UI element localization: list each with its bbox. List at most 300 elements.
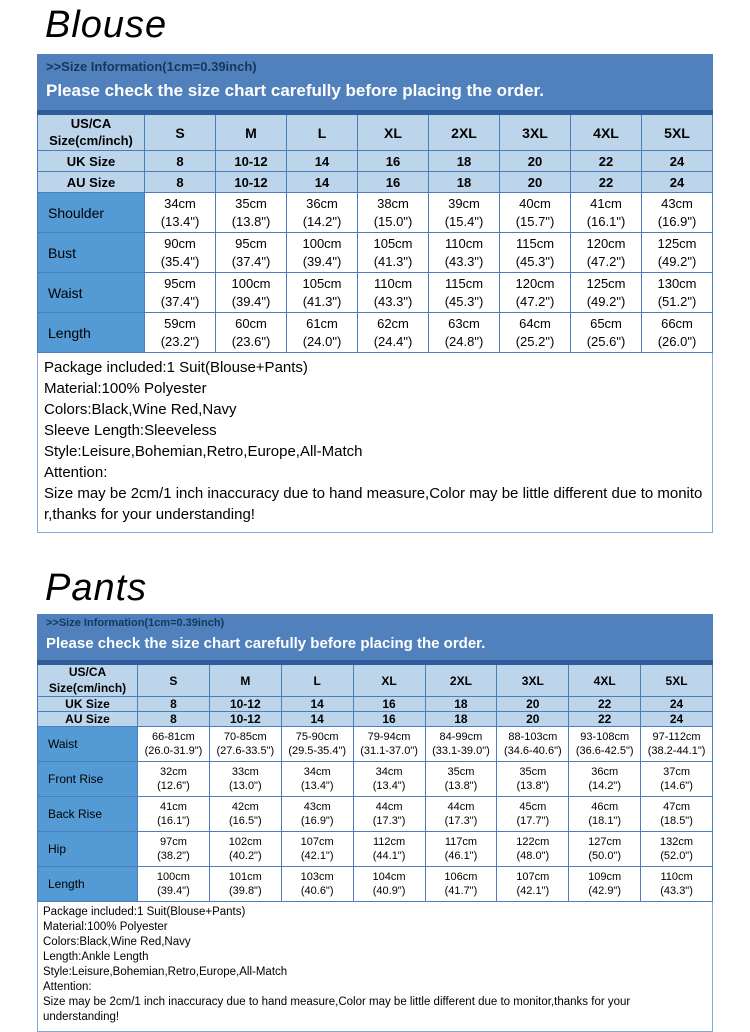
measure-inch-value: (43.3") bbox=[660, 885, 693, 898]
measure-cell bbox=[138, 762, 210, 797]
measure-cell bbox=[353, 832, 425, 867]
measure-inch-value: (39.8") bbox=[228, 885, 262, 898]
measure-cm-value: 47cm bbox=[663, 800, 691, 813]
standard-size-row bbox=[38, 712, 713, 727]
measure-inch-value: (31.1-37.0") bbox=[360, 745, 418, 758]
pants-measure-rows bbox=[38, 727, 713, 902]
blouse-size-table bbox=[37, 110, 713, 353]
measure-cm-value: 100cm bbox=[302, 235, 342, 251]
measure-cell bbox=[500, 273, 571, 313]
measure-cell bbox=[138, 797, 210, 832]
measure-cm-value: 107cm bbox=[516, 870, 550, 883]
measure-inch-value: (46.1") bbox=[444, 850, 478, 863]
measure-cell bbox=[138, 832, 210, 867]
info-line: Colors:Black,Wine Red,Navy bbox=[43, 936, 191, 949]
measure-cell bbox=[569, 727, 641, 762]
standard-size-value: 14 bbox=[281, 712, 353, 727]
standard-size-label: UK Size bbox=[38, 151, 145, 172]
standard-size-value: 20 bbox=[497, 712, 569, 727]
measure-cm-value: 36cm bbox=[591, 765, 619, 778]
standard-size-value: 24 bbox=[642, 172, 713, 193]
pants-size-info-heading: >>Size Information(1cm=0.39inch) bbox=[46, 617, 225, 629]
measure-inch-value: (25.6") bbox=[586, 333, 626, 349]
info-line: Colors:Black,Wine Red,Navy bbox=[44, 401, 237, 418]
measure-cell bbox=[216, 193, 287, 233]
measure-cm-value: 107cm bbox=[300, 835, 334, 848]
measure-inch-value: (17.3") bbox=[444, 815, 478, 828]
measure-cell bbox=[216, 273, 287, 313]
standard-size-value: 8 bbox=[138, 712, 210, 727]
blouse-corner-header bbox=[38, 113, 145, 151]
standard-size-value: 22 bbox=[571, 151, 642, 172]
measure-cm-value: 93-108cm bbox=[580, 730, 630, 743]
measure-cm-value: 64cm bbox=[519, 315, 551, 331]
measure-inch-value: (13.0") bbox=[228, 780, 262, 793]
size-header-cell: 3XL bbox=[497, 663, 569, 697]
measure-inch-value: (29.5-35.4") bbox=[288, 745, 347, 758]
measure-inch-value: (16.9") bbox=[657, 213, 697, 229]
standard-size-value: 24 bbox=[641, 697, 713, 712]
measure-inch-value: (14.2") bbox=[588, 780, 621, 793]
size-header-cell: 4XL bbox=[571, 113, 642, 151]
measure-label: Waist bbox=[38, 727, 138, 762]
measure-inch-value: (35.4") bbox=[160, 253, 200, 269]
standard-size-value: 18 bbox=[425, 712, 497, 727]
info-line: Size may be 2cm/1 inch inaccuracy due to hand measure,Color may be little different due to monitor,thanks for your understanding! bbox=[43, 996, 631, 1024]
standard-size-value: 22 bbox=[569, 697, 641, 712]
standard-size-value: 8 bbox=[145, 172, 216, 193]
measure-inch-value: (52.0") bbox=[660, 850, 693, 863]
measure-label: Length bbox=[38, 313, 145, 353]
measure-cell bbox=[429, 313, 500, 353]
corner-header-line1: US/CA bbox=[68, 665, 107, 679]
measure-inch-value: (51.2") bbox=[657, 293, 697, 309]
measure-row bbox=[38, 867, 713, 902]
measure-cell bbox=[497, 727, 569, 762]
measure-cell bbox=[287, 313, 358, 353]
measure-cm-value: 90cm bbox=[164, 235, 196, 251]
measure-cm-value: 100cm bbox=[156, 870, 190, 883]
measure-cm-value: 112cm bbox=[372, 835, 406, 848]
measure-cm-value: 63cm bbox=[448, 315, 480, 331]
measure-cm-value: 38cm bbox=[377, 195, 409, 211]
measure-cm-value: 42cm bbox=[231, 800, 259, 813]
measure-inch-value: (45.3") bbox=[444, 293, 484, 309]
standard-size-value: 16 bbox=[353, 697, 425, 712]
measure-inch-value: (45.3") bbox=[515, 253, 555, 269]
measure-cell bbox=[642, 313, 713, 353]
measure-cm-value: 102cm bbox=[228, 835, 262, 848]
measure-cm-value: 46cm bbox=[591, 800, 619, 813]
measure-cell bbox=[216, 313, 287, 353]
measure-inch-value: (47.2") bbox=[586, 253, 626, 269]
blouse-size-chart-notice: Please check the size chart carefully before placing the order. bbox=[46, 81, 544, 100]
standard-size-value: 24 bbox=[642, 151, 713, 172]
measure-cm-value: 40cm bbox=[519, 195, 551, 211]
measure-inch-value: (16.9") bbox=[300, 815, 334, 828]
measure-cell bbox=[358, 233, 429, 273]
measure-cm-value: 95cm bbox=[235, 235, 267, 251]
standard-size-value: 20 bbox=[497, 697, 569, 712]
measure-cell bbox=[138, 727, 210, 762]
measure-inch-value: (42.1") bbox=[300, 850, 334, 863]
blouse-title: Blouse bbox=[45, 4, 168, 46]
standard-size-row bbox=[38, 172, 713, 193]
measure-cell bbox=[281, 762, 353, 797]
measure-cm-value: 109cm bbox=[588, 870, 622, 883]
measure-inch-value: (38.2-44.1") bbox=[647, 745, 706, 758]
pants-size-header-row bbox=[38, 663, 713, 697]
measure-cell bbox=[569, 832, 641, 867]
measure-inch-value: (24.4") bbox=[373, 333, 413, 349]
measure-cell bbox=[353, 797, 425, 832]
measure-inch-value: (38.2") bbox=[157, 850, 190, 863]
measure-inch-value: (48.0") bbox=[516, 850, 550, 863]
standard-size-value: 18 bbox=[429, 151, 500, 172]
measure-cm-value: 106cm bbox=[444, 870, 478, 883]
size-header-cell: XL bbox=[358, 113, 429, 151]
measure-inch-value: (27.6-33.5") bbox=[216, 745, 275, 758]
measure-cell bbox=[571, 233, 642, 273]
measure-inch-value: (39.4") bbox=[302, 253, 342, 269]
standard-size-value: 10-12 bbox=[209, 712, 281, 727]
measure-inch-value: (16.5") bbox=[228, 815, 262, 828]
measure-inch-value: (17.7") bbox=[516, 815, 550, 828]
measure-cell bbox=[425, 762, 497, 797]
measure-inch-value: (44.1") bbox=[372, 850, 406, 863]
measure-cm-value: 34cm bbox=[303, 765, 331, 778]
blouse-size-info-banner bbox=[37, 54, 713, 110]
measure-cell bbox=[497, 832, 569, 867]
measure-cm-value: 35cm bbox=[519, 765, 547, 778]
measure-cell bbox=[358, 313, 429, 353]
measure-inch-value: (12.6") bbox=[157, 780, 190, 793]
measure-label: Front Rise bbox=[38, 762, 138, 797]
measure-inch-value: (13.8") bbox=[231, 213, 271, 229]
pants-size-info-banner bbox=[37, 614, 713, 660]
measure-inch-value: (42.1") bbox=[516, 885, 550, 898]
pants-size-table bbox=[37, 660, 713, 902]
measure-cell bbox=[145, 233, 216, 273]
measure-cm-value: 100cm bbox=[231, 275, 271, 291]
measure-cm-value: 130cm bbox=[657, 275, 697, 291]
size-header-cell: 4XL bbox=[569, 663, 641, 697]
blouse-size-info-heading: >>Size Information(1cm=0.39inch) bbox=[46, 59, 257, 74]
measure-inch-value: (14.6") bbox=[660, 780, 693, 793]
measure-cm-value: 101cm bbox=[228, 870, 262, 883]
measure-row bbox=[38, 233, 713, 273]
measure-inch-value: (24.0") bbox=[302, 333, 342, 349]
measure-cm-value: 88-103cm bbox=[508, 730, 558, 743]
measure-cell bbox=[358, 193, 429, 233]
corner-header-line2: Size(cm/inch) bbox=[49, 132, 133, 148]
size-header-cell: S bbox=[145, 113, 216, 151]
measure-cell bbox=[209, 832, 281, 867]
measure-cm-value: 59cm bbox=[164, 315, 196, 331]
measure-inch-value: (49.2") bbox=[657, 253, 697, 269]
info-line: Style:Leisure,Bohemian,Retro,Europe,All-Match bbox=[44, 443, 363, 460]
measure-cell bbox=[209, 867, 281, 902]
pants-section bbox=[37, 563, 713, 1032]
measure-cell bbox=[641, 867, 713, 902]
info-line: Sleeve Length:Sleeveless bbox=[44, 422, 217, 439]
standard-size-row bbox=[38, 151, 713, 172]
measure-cell bbox=[500, 233, 571, 273]
measure-cm-value: 120cm bbox=[515, 275, 555, 291]
measure-cm-value: 43cm bbox=[661, 195, 693, 211]
measure-inch-value: (26.0-31.9") bbox=[144, 745, 203, 758]
measure-row bbox=[38, 727, 713, 762]
measure-label: Bust bbox=[38, 233, 145, 273]
standard-size-value: 10-12 bbox=[216, 172, 287, 193]
measure-cm-value: 33cm bbox=[231, 765, 259, 778]
measure-cell bbox=[642, 233, 713, 273]
measure-inch-value: (40.9") bbox=[372, 885, 406, 898]
measure-cell bbox=[497, 867, 569, 902]
size-header-cell: L bbox=[281, 663, 353, 697]
measure-inch-value: (43.3") bbox=[444, 253, 484, 269]
measure-cell bbox=[145, 193, 216, 233]
measure-inch-value: (13.8") bbox=[516, 780, 550, 793]
measure-cell bbox=[500, 313, 571, 353]
measure-cm-value: 103cm bbox=[300, 870, 334, 883]
size-header-cell: 3XL bbox=[500, 113, 571, 151]
measure-cell bbox=[642, 193, 713, 233]
info-line: Material:100% Polyester bbox=[43, 921, 168, 934]
measure-cell bbox=[500, 193, 571, 233]
blouse-measure-rows bbox=[38, 193, 713, 353]
pants-standard-size-rows bbox=[38, 697, 713, 727]
measure-cell bbox=[287, 233, 358, 273]
measure-cm-value: 132cm bbox=[660, 835, 694, 848]
measure-row bbox=[38, 193, 713, 233]
info-line: Attention: bbox=[44, 464, 108, 481]
measure-row bbox=[38, 762, 713, 797]
measure-inch-value: (24.8") bbox=[444, 333, 484, 349]
info-line: Material:100% Polyester bbox=[44, 380, 207, 397]
measure-label: Waist bbox=[38, 273, 145, 313]
measure-cm-value: 35cm bbox=[447, 765, 475, 778]
measure-cm-value: 43cm bbox=[303, 800, 331, 813]
measure-cm-value: 110cm bbox=[444, 235, 484, 251]
measure-cm-value: 125cm bbox=[586, 275, 626, 291]
measure-inch-value: (18.1") bbox=[588, 815, 621, 828]
pants-size-chart-notice: Please check the size chart carefully before placing the order. bbox=[46, 635, 486, 652]
measure-cm-value: 44cm bbox=[375, 800, 403, 813]
size-header-cell: S bbox=[138, 663, 210, 697]
measure-cell bbox=[209, 762, 281, 797]
measure-cm-value: 35cm bbox=[235, 195, 267, 211]
measure-inch-value: (47.2") bbox=[515, 293, 555, 309]
blouse-size-header-row bbox=[38, 113, 713, 151]
measure-inch-value: (40.2") bbox=[228, 850, 262, 863]
blouse-info-box bbox=[37, 353, 713, 533]
measure-cm-value: 65cm bbox=[590, 315, 622, 331]
measure-cm-value: 105cm bbox=[373, 235, 413, 251]
measure-cm-value: 36cm bbox=[306, 195, 338, 211]
measure-cm-value: 97cm bbox=[159, 835, 187, 848]
measure-inch-value: (13.4") bbox=[160, 213, 200, 229]
measure-cell bbox=[425, 727, 497, 762]
standard-size-value: 10-12 bbox=[209, 697, 281, 712]
measure-inch-value: (34.6-40.6") bbox=[503, 745, 562, 758]
pants-info-box bbox=[37, 902, 713, 1032]
blouse-standard-size-rows bbox=[38, 151, 713, 193]
corner-header-line1: US/CA bbox=[70, 115, 112, 131]
measure-cell bbox=[497, 762, 569, 797]
measure-cell bbox=[429, 273, 500, 313]
measure-cell bbox=[358, 273, 429, 313]
info-line: Package included:1 Suit(Blouse+Pants) bbox=[43, 906, 246, 919]
standard-size-value: 22 bbox=[569, 712, 641, 727]
measure-cell bbox=[281, 867, 353, 902]
size-header-cell: 5XL bbox=[642, 113, 713, 151]
info-line: Package included:1 Suit(Blouse+Pants) bbox=[44, 359, 308, 376]
measure-inch-value: (39.4") bbox=[231, 293, 271, 309]
measure-cm-value: 117cm bbox=[444, 835, 478, 848]
standard-size-value: 24 bbox=[641, 712, 713, 727]
measure-row bbox=[38, 832, 713, 867]
standard-size-label: UK Size bbox=[38, 697, 138, 712]
measure-label: Length bbox=[38, 867, 138, 902]
size-header-cell: 2XL bbox=[425, 663, 497, 697]
standard-size-value: 14 bbox=[281, 697, 353, 712]
size-header-cell: M bbox=[216, 113, 287, 151]
measure-inch-value: (41.3") bbox=[302, 293, 342, 309]
measure-cm-value: 110cm bbox=[373, 275, 413, 291]
measure-cm-value: 120cm bbox=[586, 235, 626, 251]
standard-size-value: 20 bbox=[500, 172, 571, 193]
measure-cm-value: 75-90cm bbox=[295, 730, 339, 743]
size-header-cell: 2XL bbox=[429, 113, 500, 151]
measure-cell bbox=[571, 273, 642, 313]
measure-row bbox=[38, 273, 713, 313]
measure-row bbox=[38, 313, 713, 353]
measure-inch-value: (15.7") bbox=[515, 213, 555, 229]
measure-inch-value: (37.4") bbox=[160, 293, 200, 309]
measure-cell bbox=[429, 233, 500, 273]
standard-size-value: 18 bbox=[425, 697, 497, 712]
measure-cell bbox=[641, 797, 713, 832]
measure-cell bbox=[353, 727, 425, 762]
measure-cell bbox=[281, 832, 353, 867]
info-line: Size may be 2cm/1 inch inaccuracy due to hand measure,Color may be little different due to monitor,thanks for your understanding! bbox=[44, 485, 703, 523]
measure-cell bbox=[145, 273, 216, 313]
standard-size-row bbox=[38, 697, 713, 712]
measure-cell bbox=[641, 727, 713, 762]
measure-cell bbox=[287, 193, 358, 233]
measure-cell bbox=[353, 867, 425, 902]
blouse-section bbox=[37, 0, 713, 533]
measure-inch-value: (50.0") bbox=[588, 850, 621, 863]
measure-row bbox=[38, 797, 713, 832]
measure-inch-value: (43.3") bbox=[373, 293, 413, 309]
measure-inch-value: (41.3") bbox=[373, 253, 413, 269]
standard-size-value: 8 bbox=[145, 151, 216, 172]
measure-cm-value: 104cm bbox=[372, 870, 406, 883]
measure-cell bbox=[497, 797, 569, 832]
measure-inch-value: (15.4") bbox=[444, 213, 484, 229]
measure-inch-value: (49.2") bbox=[586, 293, 626, 309]
measure-label: Back Rise bbox=[38, 797, 138, 832]
measure-inch-value: (23.6") bbox=[231, 333, 271, 349]
measure-cm-value: 66-81cm bbox=[152, 730, 195, 743]
standard-size-value: 14 bbox=[287, 172, 358, 193]
measure-cell bbox=[281, 797, 353, 832]
measure-cm-value: 34cm bbox=[164, 195, 196, 211]
size-header-cell: 5XL bbox=[641, 663, 713, 697]
measure-inch-value: (25.2") bbox=[515, 333, 555, 349]
measure-inch-value: (26.0") bbox=[657, 333, 697, 349]
measure-cell bbox=[353, 762, 425, 797]
measure-cm-value: 45cm bbox=[519, 800, 547, 813]
info-line: Attention: bbox=[43, 981, 92, 994]
measure-inch-value: (13.4") bbox=[372, 780, 406, 793]
measure-cm-value: 97-112cm bbox=[652, 730, 701, 743]
measure-inch-value: (17.3") bbox=[372, 815, 406, 828]
measure-inch-value: (36.6-42.5") bbox=[575, 745, 634, 758]
measure-inch-value: (37.4") bbox=[231, 253, 271, 269]
measure-cm-value: 32cm bbox=[159, 765, 187, 778]
standard-size-label: AU Size bbox=[38, 172, 145, 193]
corner-header-line2: Size(cm/inch) bbox=[48, 680, 127, 695]
measure-cm-value: 37cm bbox=[663, 765, 691, 778]
measure-inch-value: (14.2") bbox=[302, 213, 342, 229]
measure-inch-value: (41.7") bbox=[444, 885, 478, 898]
measure-cm-value: 39cm bbox=[448, 195, 480, 211]
measure-cell bbox=[425, 832, 497, 867]
measure-cm-value: 41cm bbox=[159, 800, 187, 813]
measure-cm-value: 122cm bbox=[516, 835, 550, 848]
info-line: Style:Leisure,Bohemian,Retro,Europe,All-Match bbox=[43, 966, 288, 979]
standard-size-value: 20 bbox=[500, 151, 571, 172]
measure-cell bbox=[571, 193, 642, 233]
measure-cm-value: 125cm bbox=[657, 235, 697, 251]
measure-cm-value: 115cm bbox=[444, 275, 484, 291]
measure-inch-value: (42.9") bbox=[588, 885, 621, 898]
measure-cm-value: 61cm bbox=[306, 315, 338, 331]
measure-cell bbox=[429, 193, 500, 233]
size-header-cell: M bbox=[209, 663, 281, 697]
info-line: Length:Ankle Length bbox=[43, 951, 149, 964]
measure-cm-value: 66cm bbox=[661, 315, 693, 331]
measure-inch-value: (23.2") bbox=[160, 333, 200, 349]
size-header-cell: L bbox=[287, 113, 358, 151]
measure-cm-value: 95cm bbox=[164, 275, 196, 291]
measure-inch-value: (40.6") bbox=[300, 885, 334, 898]
measure-cell bbox=[641, 832, 713, 867]
measure-inch-value: (13.4") bbox=[300, 780, 334, 793]
measure-cell bbox=[425, 797, 497, 832]
measure-inch-value: (13.8") bbox=[444, 780, 478, 793]
measure-cell bbox=[569, 762, 641, 797]
standard-size-value: 16 bbox=[353, 712, 425, 727]
pants-corner-header bbox=[38, 663, 138, 697]
measure-cm-value: 44cm bbox=[447, 800, 475, 813]
measure-cell bbox=[281, 727, 353, 762]
measure-cm-value: 70-85cm bbox=[223, 730, 267, 743]
measure-cm-value: 60cm bbox=[235, 315, 267, 331]
measure-cm-value: 110cm bbox=[660, 870, 693, 883]
measure-cell bbox=[209, 797, 281, 832]
measure-label: Hip bbox=[38, 832, 138, 867]
measure-inch-value: (16.1") bbox=[586, 213, 626, 229]
measure-cell bbox=[425, 867, 497, 902]
measure-cell bbox=[216, 233, 287, 273]
measure-cm-value: 127cm bbox=[588, 835, 622, 848]
measure-cell bbox=[569, 797, 641, 832]
standard-size-label: AU Size bbox=[38, 712, 138, 727]
